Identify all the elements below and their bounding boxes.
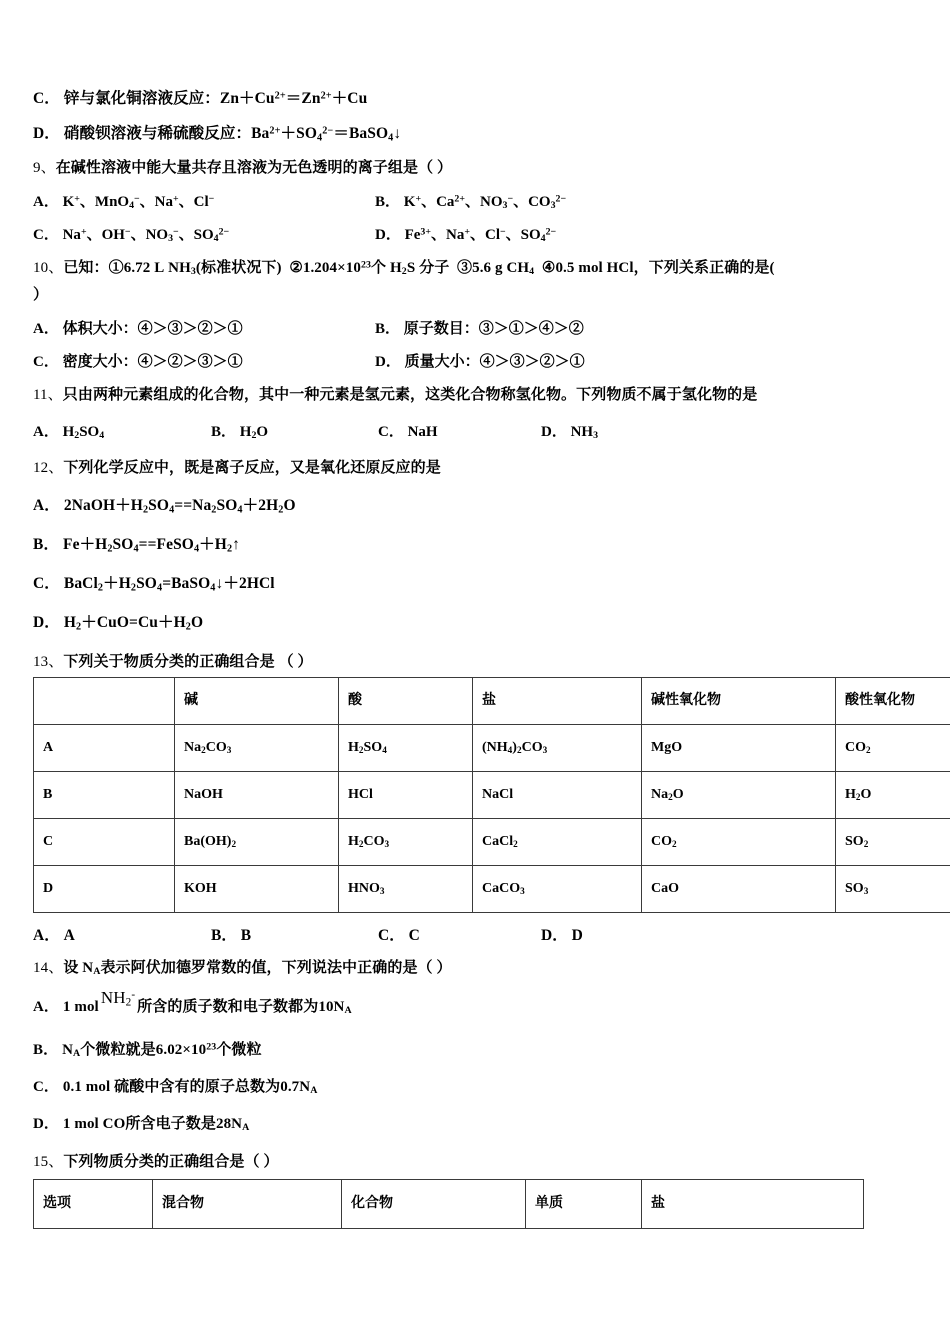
q13-stem-row bbox=[33, 650, 917, 671]
q9-option-a: A． K+、MnO$_4$−、Na+、Cl− bbox=[33, 190, 214, 211]
q13-answer-b-text: B bbox=[240, 927, 252, 944]
row-d-base: KOH bbox=[175, 866, 339, 913]
q15-stem-row bbox=[33, 1150, 917, 1171]
q14-option-b-row bbox=[33, 1038, 917, 1059]
q15-number: 15、 bbox=[33, 1154, 64, 1170]
q8-option-c-text: 锌与氯化铜溶液反应：$Zn+Cu^{2+}=Zn^{2+}+Cu$ bbox=[59, 90, 368, 107]
q10-options-row-2 bbox=[33, 350, 917, 370]
q9-option-d: D． $Fe^{3+}$、Na+、Cl−、$SO_4^{2-}$ bbox=[375, 223, 556, 244]
q11-option-c-label: C． bbox=[378, 424, 404, 440]
q10-option-b bbox=[375, 317, 584, 338]
row-c-base: $Ba(OH)_2$ bbox=[175, 819, 339, 866]
row-c-acid: $H_2CO_3$ bbox=[339, 819, 473, 866]
table-row bbox=[34, 819, 950, 866]
q12-option-c-row bbox=[33, 571, 917, 593]
q13-answer-a-text: A bbox=[63, 927, 75, 944]
q10-option-d-text: 质量大小：④＞③＞②＞① bbox=[404, 354, 585, 370]
table-row bbox=[34, 772, 950, 819]
q15-classification-table bbox=[33, 1179, 864, 1229]
q13-stem: 下列关于物质分类的正确组合是 （ ） bbox=[63, 654, 313, 670]
q14-option-d-text: 1 mol CO所含电子数是$28N_A$ bbox=[62, 1116, 250, 1134]
q14-option-d-label: D． bbox=[33, 1116, 60, 1132]
q12-option-b-row bbox=[33, 532, 917, 554]
q14-option-a-ion: $NH_2^-$ bbox=[100, 988, 136, 1009]
q13-answer-d-text: D bbox=[571, 927, 583, 944]
q12-stem-row bbox=[33, 456, 917, 477]
row-a-base: $Na_2CO_3$ bbox=[175, 725, 339, 772]
q10-number: 10、 bbox=[33, 260, 64, 276]
q12-option-c-label: C． bbox=[33, 575, 60, 592]
q13-answer-c bbox=[378, 923, 420, 945]
q12-option-a-label: A． bbox=[33, 497, 60, 514]
q9-option-d-label: D． bbox=[375, 227, 401, 243]
q10-option-a-text: 体积大小：④＞③＞②＞① bbox=[62, 321, 243, 337]
table-header-basic-oxide: 碱性氧化物 bbox=[642, 678, 836, 725]
row-d-basic-oxide: CaO bbox=[642, 866, 836, 913]
q15-header-salt: 盐 bbox=[642, 1180, 864, 1229]
table-header-row bbox=[34, 1180, 864, 1229]
row-a-basic-oxide: MgO bbox=[642, 725, 836, 772]
row-c-salt: CaCl$_2$ bbox=[473, 819, 642, 866]
q12-option-a-row bbox=[33, 493, 917, 515]
q9-options-row-2 bbox=[33, 223, 917, 243]
q14-option-b-text: $N_A$个微粒就是$6.02\times 10^{23}$个微粒 bbox=[62, 1041, 262, 1060]
q12-option-a-text: $2NaOH+H_2SO_4==Na_2SO_4+2H_2O$ bbox=[59, 497, 296, 516]
q14-option-a-label: A． bbox=[33, 999, 60, 1015]
q15-header-compound: 化合物 bbox=[342, 1180, 526, 1229]
q11-stem: 只由两种元素组成的化合物，其中一种元素是氢元素，这类化合物称氢化物。下列物质不属于氢化物的是 bbox=[62, 387, 758, 403]
row-b-base: NaOH bbox=[175, 772, 339, 819]
q9-option-c: C． Na+、OH−、$NO_3^-$、$SO_4^{2-}$ bbox=[33, 223, 229, 244]
q10-stem: 已知：①6.72 L $NH_3$(标准状况下) $②1.204\times 10^{23}$个 $H_2S$ 分子 ③5.6 g $CH_4$ ④0.5 mol HCl，下列关系正确的是( bbox=[63, 259, 775, 278]
q10-options-row-1 bbox=[33, 317, 917, 337]
q10-option-a bbox=[33, 317, 243, 338]
q15-stem: 下列物质分类的正确组合是（ ） bbox=[63, 1154, 279, 1170]
q10-option-b-label: B． bbox=[375, 321, 401, 337]
row-c-basic-oxide: $CO_2$ bbox=[642, 819, 836, 866]
q11-number: 11、 bbox=[33, 387, 63, 403]
row-b-salt: NaCl bbox=[473, 772, 642, 819]
q13-answer-a-label: A． bbox=[33, 927, 60, 944]
q13-number: 13、 bbox=[33, 654, 64, 670]
q9-stem-row bbox=[33, 156, 917, 177]
q14-option-a-prefix: 1 mol bbox=[62, 999, 99, 1015]
q10-option-c-text: 密度大小：④＞②＞③＞① bbox=[62, 354, 243, 370]
q14-stem: 设 $N_A$表示阿伏加德罗常数的值，下列说法中正确的是（ ） bbox=[63, 960, 452, 978]
q11-option-a: A． $H_2SO_4$ bbox=[33, 420, 104, 441]
q10-option-d bbox=[375, 350, 585, 371]
q12-option-d-row bbox=[33, 610, 917, 632]
q14-option-a-suffix: 所含的质子数和电子数都为$10N_A$ bbox=[137, 999, 352, 1017]
q11-option-c-text: NaH bbox=[407, 424, 438, 440]
q10-option-b-text: 原子数目：③＞①＞④＞② bbox=[403, 321, 584, 337]
q12-option-d-label: D． bbox=[33, 614, 60, 631]
q12-option-c-text: $BaCl_2+H_2SO_4=BaSO_4↓+2HCl$ bbox=[59, 575, 275, 594]
q15-header-mixture: 混合物 bbox=[153, 1180, 342, 1229]
table-header-acid: 酸 bbox=[339, 678, 473, 725]
q13-answer-a bbox=[33, 923, 75, 945]
q9-option-b: B． K+、$Ca^{2+}$、$NO_3^-$、$CO_3^{2-}$ bbox=[375, 190, 566, 211]
table-header-row bbox=[34, 678, 950, 725]
q13-answer-row bbox=[33, 923, 917, 945]
row-d-acidic-oxide: $SO_3$ bbox=[836, 866, 950, 913]
q15-header-element: 单质 bbox=[526, 1180, 642, 1229]
q13-answer-b-label: B． bbox=[211, 927, 237, 944]
q14-option-c-row bbox=[33, 1075, 917, 1096]
row-a-acid: $H_2SO_4$ bbox=[339, 725, 473, 772]
row-a-acidic-oxide: $CO_2$ bbox=[836, 725, 950, 772]
q9-number: 9、 bbox=[33, 160, 56, 176]
q11-options-row bbox=[33, 420, 917, 442]
q14-option-a-row bbox=[33, 988, 917, 1017]
q13-answer-c-label: C． bbox=[378, 927, 405, 944]
q9-options-row-1 bbox=[33, 190, 917, 210]
q10-stem-wrap: ） bbox=[33, 287, 49, 303]
table-header-base: 碱 bbox=[175, 678, 339, 725]
q14-option-c-label: C． bbox=[33, 1079, 60, 1095]
exam-content bbox=[33, 86, 917, 1229]
table-header-acidic-oxide: 酸性氧化物 bbox=[836, 678, 950, 725]
q12-number: 12、 bbox=[33, 460, 64, 476]
row-c-acidic-oxide: $SO_2$ bbox=[836, 819, 950, 866]
q14-option-d-row bbox=[33, 1112, 917, 1133]
row-a-salt: $(NH_4)_2CO_3$ bbox=[473, 725, 642, 772]
row-d-salt: CaCO$_3$ bbox=[473, 866, 642, 913]
q13-answer-d bbox=[541, 923, 583, 945]
row-b-basic-oxide: $Na_2O$ bbox=[642, 772, 836, 819]
q10-option-d-label: D． bbox=[375, 354, 401, 370]
q8-option-d-row bbox=[33, 121, 917, 143]
q13-answer-b bbox=[211, 923, 251, 945]
q12-option-d-text: $H_2+CuO=Cu+H_2O$ bbox=[59, 614, 204, 633]
row-b-acid: HCl bbox=[339, 772, 473, 819]
q11-option-d: D． $NH_3$ bbox=[541, 420, 598, 441]
q11-stem-row bbox=[33, 383, 917, 404]
q10-option-c bbox=[33, 350, 243, 371]
q14-option-c-text: 0.1 mol 硫酸中含有的原子总数为$0.7N_A$ bbox=[62, 1079, 318, 1097]
q11-option-c bbox=[378, 420, 438, 441]
q11-option-a-label: A． bbox=[33, 424, 59, 440]
q9-stem: 在碱性溶液中能大量共存且溶液为无色透明的离子组是（ ） bbox=[55, 160, 453, 176]
q11-option-d-label: D． bbox=[541, 424, 567, 440]
q14-stem-row bbox=[33, 956, 917, 977]
q13-answer-c-text: C bbox=[408, 927, 420, 944]
table-row bbox=[34, 866, 950, 913]
q9-option-b-label: B． bbox=[375, 194, 401, 210]
q12-option-b-label: B． bbox=[33, 536, 60, 553]
table-header-salt: 盐 bbox=[473, 678, 642, 725]
q10-option-c-label: C． bbox=[33, 354, 59, 370]
row-d-option: D bbox=[34, 866, 175, 913]
q10-stem-wrap-row bbox=[33, 283, 917, 304]
q12-stem: 下列化学反应中，既是离子反应，又是氧化还原反应的是 bbox=[63, 460, 441, 476]
q11-option-b: B． $H_2O$ bbox=[211, 420, 268, 441]
q14-option-b-label: B． bbox=[33, 1042, 59, 1058]
q8-option-c-row bbox=[33, 86, 917, 108]
row-a-option: A bbox=[34, 725, 175, 772]
q8-option-d-text: 硝酸钡溶液与稀硫酸反应：$Ba^{2+}+SO_4^{2-}=BaSO_4↓$ bbox=[59, 125, 402, 144]
q8-option-d-label: D． bbox=[33, 125, 60, 142]
q12-option-b-text: $Fe+H_2SO_4==FeSO_4+H_2↑$ bbox=[59, 536, 241, 555]
q13-classification-table bbox=[33, 677, 950, 913]
q8-option-c-label: C． bbox=[33, 90, 60, 107]
q10-stem-row bbox=[33, 256, 917, 277]
row-b-option: B bbox=[34, 772, 175, 819]
row-c-option: C bbox=[34, 819, 175, 866]
q9-option-a-label: A． bbox=[33, 194, 59, 210]
table-row bbox=[34, 725, 950, 772]
q9-option-c-label: C． bbox=[33, 227, 59, 243]
q14-number: 14、 bbox=[33, 960, 64, 976]
row-b-acidic-oxide: $H_2O$ bbox=[836, 772, 950, 819]
q13-answer-d-label: D． bbox=[541, 927, 568, 944]
q15-header-option: 选项 bbox=[34, 1180, 153, 1229]
q11-option-b-label: B． bbox=[211, 424, 237, 440]
q10-option-a-label: A． bbox=[33, 321, 59, 337]
row-d-acid: $HNO_3$ bbox=[339, 866, 473, 913]
table-header-blank bbox=[34, 678, 175, 725]
